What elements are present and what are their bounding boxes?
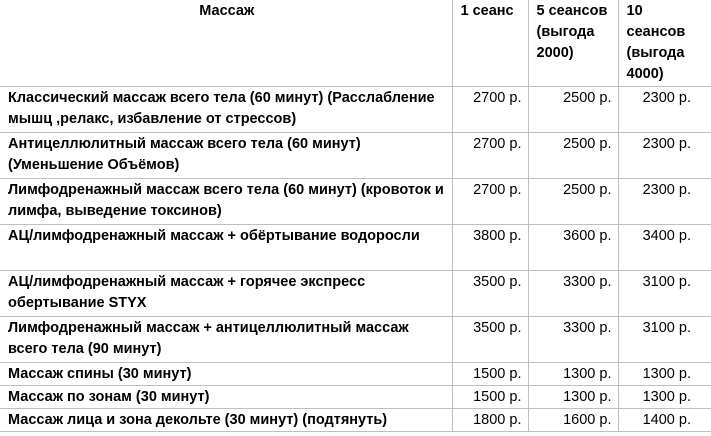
price-ten-sessions: 1400 р. (618, 408, 711, 431)
service-name: Массаж спины (30 минут) (0, 362, 452, 385)
table-row (0, 270, 711, 316)
header-ten-sessions: 10 сеансов (выгода 4000) (618, 0, 711, 86)
price-five-sessions: 2500 р. (528, 178, 618, 224)
header-one-session: 1 сеанс (452, 0, 528, 86)
price-five-sessions: 3300 р. (528, 270, 618, 316)
table-row (0, 408, 711, 431)
price-five-sessions: 1600 р. (528, 408, 618, 431)
price-one-session: 3800 р. (452, 224, 528, 270)
price-one-session: 1500 р. (452, 385, 528, 408)
table-row (0, 86, 711, 132)
price-five-sessions: 2500 р. (528, 132, 618, 178)
price-one-session: 3500 р. (452, 270, 528, 316)
price-five-sessions: 1300 р. (528, 385, 618, 408)
price-one-session: 1500 р. (452, 362, 528, 385)
price-ten-sessions: 2300 р. (618, 178, 711, 224)
table-row (0, 385, 711, 408)
table-row (0, 132, 711, 178)
price-ten-sessions: 1300 р. (618, 385, 711, 408)
header-five-sessions: 5 сеансов (выгода 2000) (528, 0, 618, 86)
price-ten-sessions: 1300 р. (618, 362, 711, 385)
price-five-sessions: 1300 р. (528, 362, 618, 385)
service-name: АЦ/лимфодренажный массаж + обёртывание водоросли (0, 224, 452, 270)
price-ten-sessions: 3100 р. (618, 316, 711, 362)
service-name: Массаж лица и зона декольте (30 минут) (подтянуть) (0, 408, 452, 431)
table-row (0, 224, 711, 270)
table-row (0, 316, 711, 362)
price-one-session: 2700 р. (452, 178, 528, 224)
header-service: Массаж (0, 0, 452, 86)
service-name: Классический массаж всего тела (60 минут) (Расслабление мышц ,релакс, избавление от стрессов) (0, 86, 452, 132)
price-one-session: 3500 р. (452, 316, 528, 362)
price-ten-sessions: 2300 р. (618, 86, 711, 132)
price-one-session: 1800 р. (452, 408, 528, 431)
header-row (0, 0, 711, 86)
price-one-session: 2700 р. (452, 132, 528, 178)
price-five-sessions: 2500 р. (528, 86, 618, 132)
service-name: АЦ/лимфодренажный массаж + горячее экспресс обертывание STYX (0, 270, 452, 316)
price-five-sessions: 3300 р. (528, 316, 618, 362)
price-ten-sessions: 3100 р. (618, 270, 711, 316)
table-row (0, 362, 711, 385)
table-row (0, 178, 711, 224)
service-name: Лимфодренажный массаж + антицеллюлитный массаж всего тела (90 минут) (0, 316, 452, 362)
price-ten-sessions: 2300 р. (618, 132, 711, 178)
service-name: Массаж по зонам (30 минут) (0, 385, 452, 408)
service-name: Лимфодренажный массаж всего тела (60 минут) (кровоток и лимфа, выведение токсинов) (0, 178, 452, 224)
price-one-session: 2700 р. (452, 86, 528, 132)
price-five-sessions: 3600 р. (528, 224, 618, 270)
price-ten-sessions: 3400 р. (618, 224, 711, 270)
service-name: Антицеллюлитный массаж всего тела (60 минут) (Уменьшение Объёмов) (0, 132, 452, 178)
